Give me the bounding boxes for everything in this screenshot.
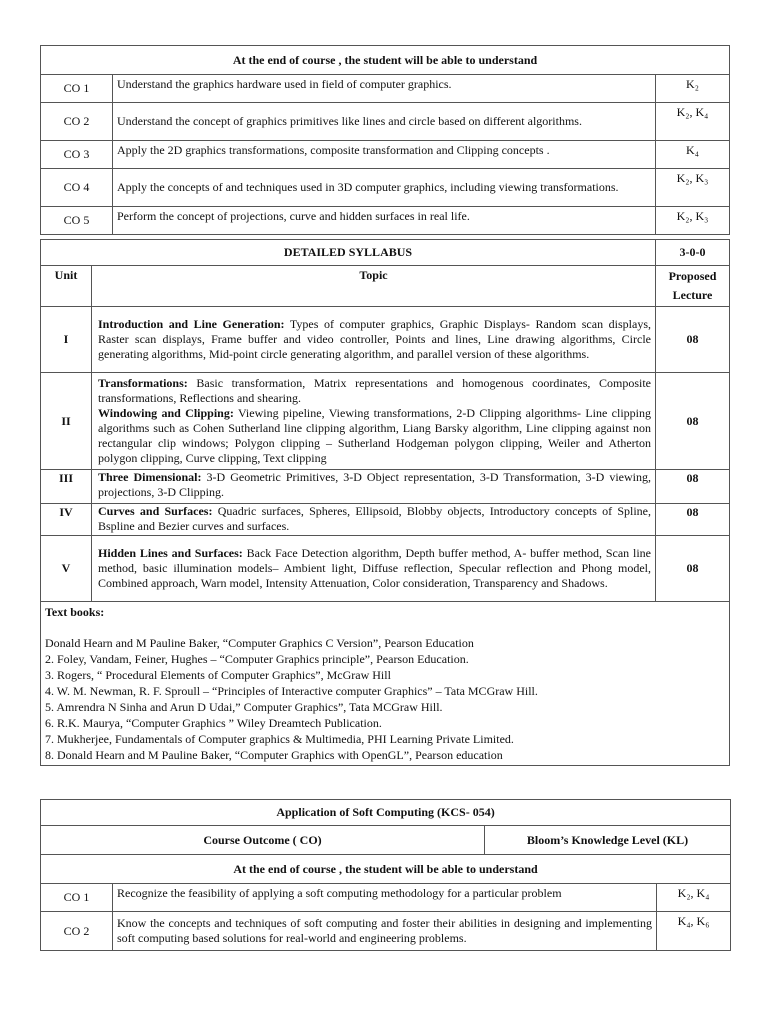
unit-lectures: 08 (656, 504, 730, 536)
co-row (41, 169, 730, 207)
co-kl: K₂, K₃ (655, 207, 729, 235)
textbook-item: 2. Foley, Vandam, Feiner, Hughes – “Computer Graphics principle”, Pearson Education. (45, 652, 469, 666)
co-code: CO 1 (41, 75, 113, 103)
unit-number: IV (41, 504, 92, 536)
unit-row (41, 307, 730, 373)
syllabus-title: DETAILED SYLLABUS (41, 240, 656, 266)
unit-number: II (41, 373, 92, 470)
syllabus-table (40, 239, 730, 766)
co-kl: K₂ (655, 75, 729, 103)
co-kl: K₄ (655, 141, 729, 169)
course-title: Application of Soft Computing (KCS- 054) (41, 800, 731, 826)
co-text: Perform the concept of projections, curve and hidden surfaces in real life. (113, 207, 656, 235)
unit-number: III (41, 470, 92, 504)
co-text: Understand the graphics hardware used in field of computer graphics. (113, 75, 656, 103)
course-outcomes-table-1 (40, 45, 730, 235)
unit-topic: Three Dimensional: 3-D Geometric Primitives, 3-D Object representation, 3-D Transformation, 3-D viewing, projections, 3-D Clipping. (92, 470, 656, 504)
col-course-outcome: Course Outcome ( CO) (41, 826, 485, 855)
unit-number: I (41, 307, 92, 373)
unit-lectures: 08 (656, 373, 730, 470)
co-row (41, 141, 730, 169)
course-outcomes-table-2 (40, 799, 730, 951)
col-unit: Unit (41, 266, 92, 307)
unit-row (41, 536, 730, 602)
ltp: 3-0-0 (656, 240, 730, 266)
co-text: Understand the concept of graphics primitives like lines and circle based on different algorithms. (113, 103, 656, 141)
col-bloom-level: Bloom’s Knowledge Level (KL) (485, 826, 731, 855)
textbook-item: 4. W. M. Newman, R. F. Sproull – “Principles of Interactive computer Graphics” – Tata MCGraw Hill. (45, 684, 538, 698)
co-code: CO 4 (41, 169, 113, 207)
co-row (41, 75, 730, 103)
co-code: CO 3 (41, 141, 113, 169)
co-text: Recognize the feasibility of applying a soft computing methodology for a particular problem (113, 884, 657, 912)
co-row (41, 912, 731, 951)
unit-topic: Transformations: Basic transformation, Matrix representations and homogenous coordinates, Composite transformations, Reflections and shearing. Windowing and Clipping: Viewing pipeline, Viewing transformations, 2-D Clipping algorithms- Line clipping algorithms such as Cohen Sutherland line clipping algorithm, Liang Barsky algorithm, Line clipping against non rectangular clip windows; Polygon clipping – Sutherland Hodgeman polygon clipping, Weiler and Atherton polygon clipping, Curve clipping, Text clipping (92, 373, 656, 470)
textbooks-section (41, 602, 730, 766)
unit-lectures: 08 (656, 307, 730, 373)
textbook-item: 8. Donald Hearn and M Pauline Baker, “Computer Graphics with OpenGL”, Pearson education (45, 748, 503, 762)
unit-number: V (41, 536, 92, 602)
textbook-item: 6. R.K. Maurya, “Computer Graphics ” Wiley Dreamtech Publication. (45, 716, 382, 730)
col-topic: Topic (92, 266, 656, 307)
textbook-item: 3. Rogers, “ Procedural Elements of Computer Graphics”, McGraw Hill (45, 668, 391, 682)
unit-topic: Hidden Lines and Surfaces: Back Face Detection algorithm, Depth buffer method, A- buffer method, Scan line method, basic illumination models– Ambient light, Diffuse reflection, Specular reflection and Phong model, Combined approach, Warn model, Intensity Attenuation, Color consideration, Transparency and Shadows. (92, 536, 656, 602)
textbook-item: 7. Mukherjee, Fundamentals of Computer graphics & Multimedia, PHI Learning Private Limited. (45, 732, 514, 746)
co-kl: K₄, K₆ (657, 912, 731, 951)
co-code: CO 2 (41, 912, 113, 951)
unit-topic: Curves and Surfaces: Quadric surfaces, Spheres, Ellipsoid, Blobby objects, Introductory concepts of Spline, Bspline and Bezier curves and surfaces. (92, 504, 656, 536)
outcomes-header: At the end of course , the student will be able to understand (41, 855, 731, 884)
unit-row (41, 504, 730, 536)
textbook-item: 5. Amrendra N Sinha and Arun D Udai,” Computer Graphics”, Tata MCGraw Hill. (45, 700, 443, 714)
unit-lectures: 08 (656, 536, 730, 602)
textbook-item: Donald Hearn and M Pauline Baker, “Computer Graphics C Version”, Pearson Education (45, 636, 474, 650)
co-row (41, 207, 730, 235)
co-kl: K₂, K₄ (655, 103, 729, 141)
unit-topic: Introduction and Line Generation: Types of computer graphics, Graphic Displays- Random scan displays, Raster scan displays, Frame buffer and video controller, Points and lines, Line drawing algorithms, Circle generating algorithms, Mid-point circle generating algorithm, and parallel version of these algorithms. (92, 307, 656, 373)
co-row (41, 884, 731, 912)
co-text: Know the concepts and techniques of soft computing and foster their abilities in designing and implementing soft computing based solutions for real-world and engineering problems. (113, 912, 657, 951)
co-kl: K₂, K₄ (657, 884, 731, 912)
unit-row (41, 470, 730, 504)
co-text: Apply the 2D graphics transformations, composite transformation and Clipping concepts . (113, 141, 656, 169)
co-code: CO 5 (41, 207, 113, 235)
co-code: CO 2 (41, 103, 113, 141)
col-lecture: Proposed Lecture (656, 266, 730, 307)
unit-lectures: 08 (656, 470, 730, 504)
outcomes-header: At the end of course , the student will be able to understand (41, 46, 730, 75)
co-row (41, 103, 730, 141)
co-code: CO 1 (41, 884, 113, 912)
co-text: Apply the concepts of and techniques used in 3D computer graphics, including viewing transformations. (113, 169, 656, 207)
unit-row (41, 373, 730, 470)
textbooks-title: Text books: (45, 605, 105, 619)
co-kl: K₂, K₃ (655, 169, 729, 207)
